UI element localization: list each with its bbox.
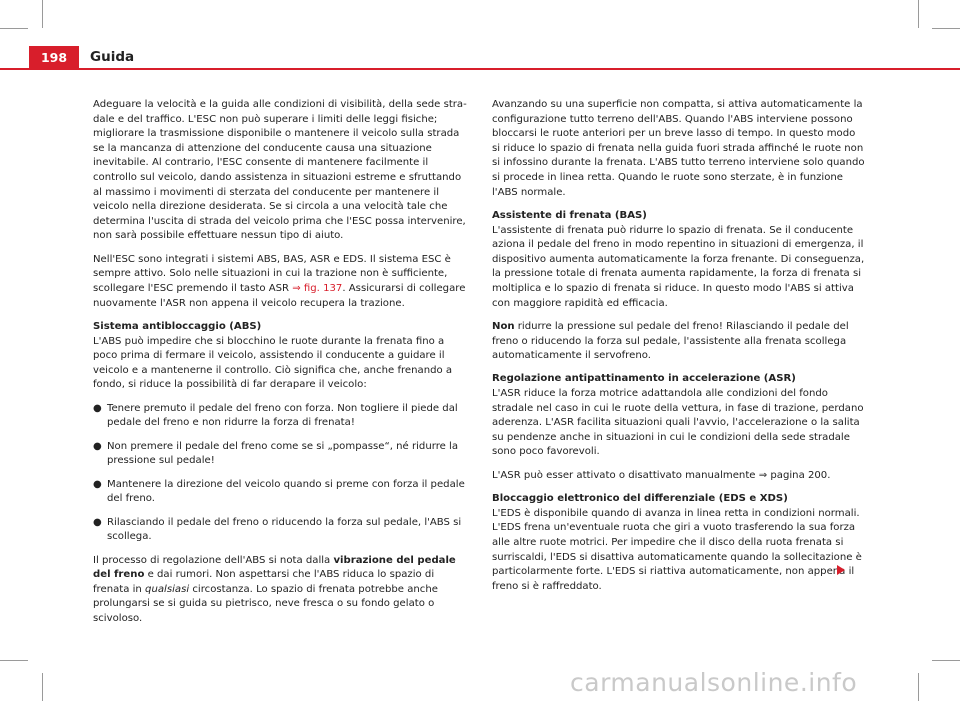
crop-mark — [918, 0, 919, 28]
text-run: . Assicurarsi di collegare nuovamente l'ASR non appena il veicolo recupera la trazione. — [93, 282, 466, 309]
next-page-arrow-icon[interactable] — [837, 565, 845, 575]
crop-mark — [918, 673, 919, 701]
bold-text: vibrazione del pedale del freno — [93, 554, 456, 581]
left-column — [93, 98, 467, 635]
crop-mark — [0, 28, 28, 29]
header-rule — [0, 68, 960, 70]
heading-bas: Assistente di frenata (BAS) — [492, 209, 647, 221]
bullet-icon: ● — [93, 516, 102, 528]
watermark: carmanualsonline.info — [570, 668, 858, 697]
crop-mark — [932, 28, 960, 29]
paragraph — [93, 554, 467, 627]
paragraph: Adeguare la velocità e la guida alle condizioni di visibilità, della sede stradale e del traffico. L'ESC non può superare i limiti delle leggi fisiche; migliorare la trasmissione disponibile o mantenere il veicolo sulla strada se la mancanza di attenzione del conducente causa una situazione inevitabile. Al contrario, l'ESC consente di mantenere facilmente il controllo sul veicolo, dando assistenza in situazioni estreme e sfruttando al massimo i movimenti di sterzata del conducente per mantenere il veicolo nella direzione desiderata. Se si circola a una velocità tale che determina l'uscita di strada del veicolo prima che l'ESC possa intervenire, non sarà possibile effettuare nessun tipo di aiuto. — [93, 99, 467, 242]
heading-eds: Bloccaggio elettronico del differenziale (EDS e XDS) — [492, 493, 788, 505]
list-item — [93, 516, 467, 545]
list-item-text: Non premere il pedale del freno come se si „pompasse“, né ridurre la pressione sul pedale! — [107, 440, 459, 467]
crop-mark — [0, 660, 28, 661]
bullet-icon: ● — [93, 440, 102, 452]
figure-link[interactable]: ⇒ fig. 137 — [292, 282, 343, 294]
crop-mark — [42, 673, 43, 701]
list-item — [93, 478, 467, 507]
text-run: circostanza. Lo spazio di frenata potrebbe anche prolungarsi se si guida su pietrisco, neve fresca o su fondo gelato o scivoloso. — [93, 583, 438, 624]
italic-text: qualsiasi — [145, 583, 190, 595]
text-run: Nell'ESC sono integrati i sistemi ABS, BAS, ASR e EDS. Il sistema ESC è sempre attivo. Solo nelle situazioni in cui la trazione non è sufficiente, scollegare l'ESC premendo il tasto ASR — [93, 253, 451, 294]
crop-mark — [42, 0, 43, 28]
paragraph[interactable]: L'ASR può esser attivato o disattivato manualmente ⇒ pagina 200. — [492, 469, 831, 481]
bullet-icon: ● — [93, 402, 102, 414]
bullet-icon: ● — [93, 478, 102, 490]
list-item — [93, 402, 467, 431]
page-number: 198 — [29, 46, 79, 70]
paragraph: Avanzando su una superficie non compatta, si attiva automaticamente la configurazione tutto terreno dell'ABS. Quando l'ABS interviene possono bloccarsi le ruote anteriori per un breve lasso di tempo. In questo modo si riduce lo spazio di frenata nella guida fuori strada affinché le ruote non si infossino durante la frenata. L'ABS tutto terreno interviene solo quando si procede in linea retta. Quando le ruote sono sterzate, è in funzione l'ABS normale. — [492, 99, 865, 198]
paragraph: L'EDS è disponibile quando di avanza in linea retta in condizioni normali. L'EDS frena un'eventuale ruota che giri a vuoto trasferendo la sua forza alle altre ruote motrici. Per impedire che il disco della ruota frenata si surriscaldi, l'EDS si disattiva automaticamente quando la sollecitazione è particolarmente forte. L'EDS si riattiva automaticamente, non appena il freno si è raffreddato. — [492, 507, 862, 592]
paragraph: L'ASR riduce la forza motrice adattandola alle condizioni del fondo stradale nel caso in cui le ruote della vettura, in fase di trazione, perdano aderenza. L'ASR facilita situazioni quali l'avvio, l'accelerazione o la salita su pendenze anche in situazioni in cui le condizioni della sede stradale sono poco favorevoli. — [492, 388, 864, 458]
heading-abs: Sistema antibloccaggio (ABS) — [93, 320, 262, 332]
paragraph: L'ABS può impedire che si blocchino le ruote durante la frenata fino a poco prima di fermare il veicolo, assistendo il conducente a guidare il veicolo e a mantenerne il controllo. Ciò significa che, anche frenando a fondo, si riduce la possibilità di far derapare il veicolo: — [93, 335, 453, 391]
crop-mark — [932, 660, 960, 661]
heading-asr: Regolazione antipattinamento in accelerazione (ASR) — [492, 373, 796, 385]
section-title: Guida — [90, 49, 135, 65]
text-run: Il processo di regolazione dell'ABS si nota dalla — [93, 554, 334, 566]
paragraph: L'assistente di frenata può ridurre lo spazio di frenata. Se il conducente aziona il pedale del freno in modo repentino in situazioni di emergenza, il dispositivo aumenta automaticamente la forza frenante. Di conseguenza, la pressione totale di frenata aumenta rapidamente, la forza di frenata si moltiplica e lo spazio di frenata si riduce. In questo modo l'ABS si attiva con maggiore rapidità ed efficacia. — [492, 224, 865, 309]
right-column — [492, 98, 866, 603]
list-item-text: Mantenere la direzione del veicolo quando si preme con forza il pedale del freno. — [107, 478, 465, 505]
paragraph — [93, 253, 467, 311]
text-run: e dai rumori. Non aspettarsi che l'ABS riduca lo spazio di frenata in — [93, 569, 435, 595]
list-item — [93, 440, 467, 469]
list-item-text: Tenere premuto il pedale del freno con forza. Non togliere il piede dal pedale del freno e non ridurre la forza di frenata! — [107, 402, 458, 429]
paragraph — [492, 320, 866, 364]
text-run: ridurre la pressione sul pedale del freno! Rilasciando il pedale del freno o riducendo la forza sul pedale, l'assistente alla frenata scollega automaticamente il servofreno. — [492, 320, 849, 362]
bold-text: Non — [492, 320, 515, 332]
list-item-text: Rilasciando il pedale del freno o riducendo la forza sul pedale, l'ABS si scollega. — [107, 516, 462, 543]
